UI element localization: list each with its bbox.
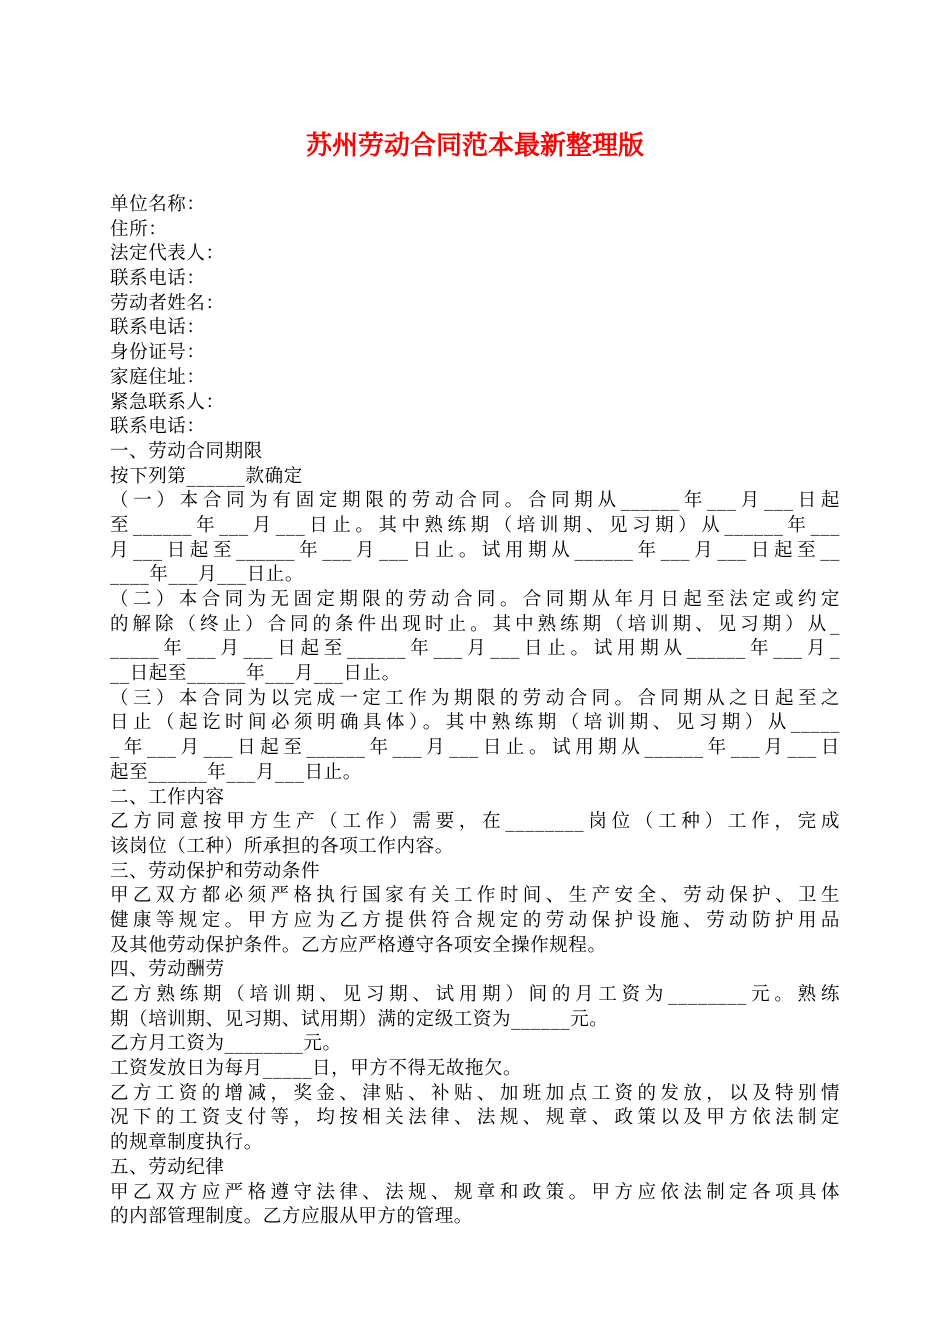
field-home-address: 家庭住址： xyxy=(110,366,206,388)
field-phone-worker: 联系电话： xyxy=(110,317,206,339)
document-title: 苏州劳动合同范本最新整理版 xyxy=(305,131,644,161)
field-phone-employer: 联系电话： xyxy=(110,268,206,290)
section-heading-protection: 三、劳动保护和劳动条件 xyxy=(110,860,321,882)
paragraph-line: 及其他劳动保护条件。乙方应严格遵守各项安全操作规程。 xyxy=(110,934,607,956)
paragraph-line: 乙方同意按甲方生产（工作）需要，在________岗位（工种）工作，完成 xyxy=(110,811,840,833)
paragraph-line: 甲乙双方都必须严格执行国家有关工作时间、生产安全、劳动保护、卫生 xyxy=(110,885,840,907)
paragraph-line: 至______年___月___日止。其中熟练期（培训期、见习期）从______年___ xyxy=(110,514,840,536)
paragraph-line: 乙方熟练期（培训期、见习期、试用期）间的月工资为________元。熟练 xyxy=(110,984,840,1005)
paragraph-line: （二）本合同为无固定期限的劳动合同。合同期从年月日起至法定或约定 xyxy=(110,589,840,610)
field-emergency-contact: 紧急联系人： xyxy=(110,391,225,413)
field-legal-representative: 法定代表人： xyxy=(110,243,225,265)
field-worker-name: 劳动者姓名： xyxy=(110,292,225,314)
section-heading-work: 二、工作内容 xyxy=(110,786,225,808)
document-body xyxy=(110,193,840,1230)
paragraph-line: 乙方月工资为________元。 xyxy=(110,1033,342,1055)
paragraph-line: 况下的工资支付等，均按相关法律、法规、规章、政策以及甲方依法制定 xyxy=(110,1107,840,1129)
section-heading-discipline: 五、劳动纪律 xyxy=(110,1156,225,1178)
paragraph-line: _年___月___日起至______年___月___日止。试用期从______年___月___日 xyxy=(110,737,840,759)
paragraph-line: 健康等规定。甲方应为乙方提供符合规定的劳动保护设施、劳动防护用品 xyxy=(110,909,840,931)
section-heading-pay: 四、劳动酬劳 xyxy=(110,959,225,981)
paragraph-line: __日起至______年___月___日止。 xyxy=(110,663,401,685)
paragraph-line: 的内部管理制度。乙方应服从甲方的管理。 xyxy=(110,1206,473,1228)
paragraph-line: 起至______年___月___日止。 xyxy=(110,761,362,783)
paragraph-line: 的解除（终止）合同的条件出现时止。其中熟练期（培训期、见习期）从_ xyxy=(110,613,840,635)
paragraph-line: 月___日起至______年___月___日止。试用期从______年___月___日起至__ xyxy=(110,539,840,561)
paragraph-line: 工资发放日为每月_____日，甲方不得无故拖欠。 xyxy=(110,1058,523,1080)
paragraph-line: 甲乙双方应严格遵守法律、法规、规章和政策。甲方应依法制定各项具体 xyxy=(110,1181,840,1203)
field-address: 住所： xyxy=(110,218,168,240)
paragraph-line: 该岗位（工种）所承担的各项工作内容。 xyxy=(110,835,454,857)
section-heading-term: 一、劳动合同期限 xyxy=(110,440,263,462)
field-phone-emergency: 联系电话： xyxy=(110,416,206,438)
paragraph-line: 乙方工资的增减，奖金、津贴、补贴、加班加点工资的发放，以及特别情 xyxy=(110,1082,840,1104)
paragraph-line: _____年___月___日起至______年___月___日止。试用期从______年___月_ xyxy=(110,638,840,660)
paragraph-line: （三）本合同为以完成一定工作为期限的劳动合同。合同期从之日起至之 xyxy=(110,687,840,709)
field-id-number: 身份证号： xyxy=(110,342,206,364)
paragraph-line: 日止（起讫时间必须明确具体）。其中熟练期（培训期、见习期）从_____ xyxy=(110,712,840,734)
field-unit-name: 单位名称： xyxy=(110,194,206,215)
paragraph-line: （一）本合同为有固定期限的劳动合同。合同期从______年___月___日起 xyxy=(110,490,840,512)
paragraph-line: 的规章制度执行。 xyxy=(110,1132,263,1154)
paragraph-line: 期（培训期、见习期、试用期）满的定级工资为______元。 xyxy=(110,1008,609,1030)
paragraph-line: ____年___月___日止。 xyxy=(110,564,305,586)
paragraph-line: 按下列第______款确定 xyxy=(110,465,303,487)
